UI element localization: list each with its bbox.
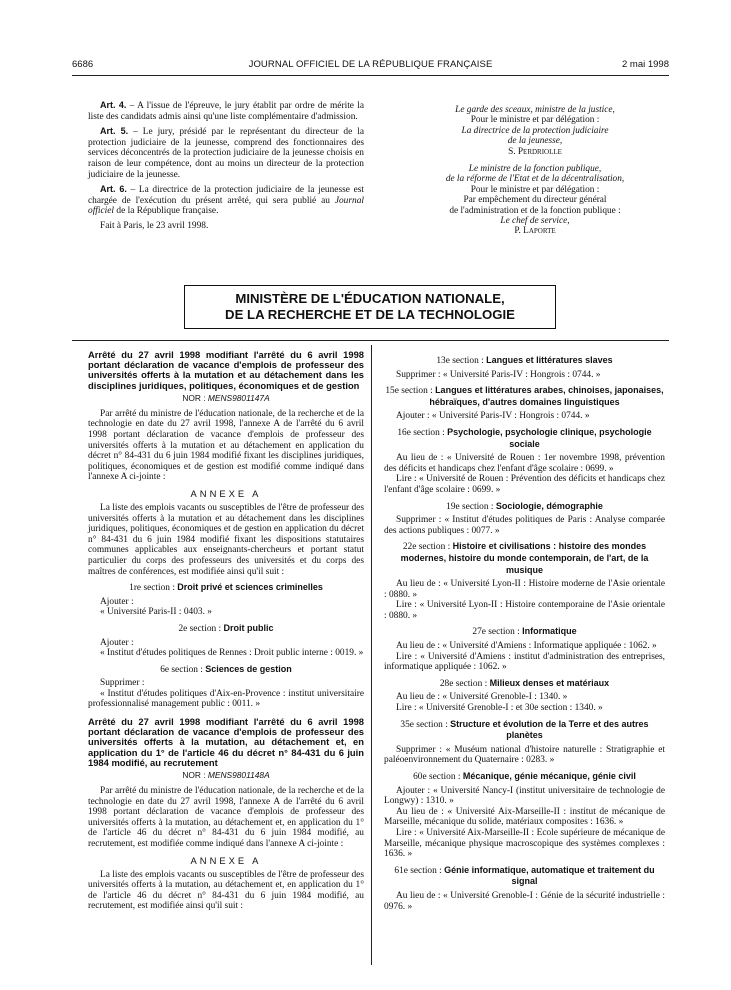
section-line: Lire : « Université d'Amiens : institut d'administration des entreprises, informatique appliquée : 1062. »	[384, 651, 665, 673]
section-line: Ajouter :	[100, 637, 134, 648]
section-divider	[72, 340, 669, 341]
section-line: Au lieu de : « Université Lyon-II : Histoire moderne de l'Asie orientale : 0880. »	[384, 579, 665, 600]
section-heading: 19e section : Sociologie, démographie	[446, 500, 603, 512]
signatures	[400, 105, 670, 237]
fait-a-paris: Fait à Paris, le 23 avril 1998.	[100, 220, 209, 231]
section-line: Au lieu de : « Université Grenoble-I : 1340. »	[396, 692, 568, 703]
article-4: Art. 4. – A l'issue de l'épreuve, le jury établit par ordre de mérite la liste des candidats admis ainsi qu'une liste complémentaire d'admission.	[88, 100, 364, 122]
section-line: Lire : « Université Lyon-II : Histoire contemporaine de l'Asie orientale : 0880. »	[384, 600, 665, 621]
section-line: Au lieu de : « Université de Rouen : 1er novembre 1998, prévention des déficits et handicaps chez l'enfant d'âge scolaire : 0699. »	[384, 453, 665, 474]
arrete-2-nor: NOR : MENS9801148A	[182, 770, 270, 781]
article-5: Art. 5. – Le jury, présidé par le représentant du directeur de la protection judiciaire de la jeunesse, comprend des fonctionnaires des services déconcentrés de la protection judiciaire de la jeunesse choisis en raison de leur compétence, dont au moins un directeur de la protection judiciaire de la jeunesse.	[88, 126, 364, 180]
left-column	[88, 350, 364, 912]
sig-role-2: de la jeunesse,	[507, 136, 563, 147]
ministry-line-2: DE LA RECHERCHE ET DE LA TECHNOLOGIE	[225, 307, 515, 322]
sig-impediment-2: de l'administration et de la fonction publique :	[449, 205, 621, 216]
arrete-2-title: Arrêté du 27 avril 1998 modifiant l'arrêté du 6 avril 1998 portant déclaration de vacance d'emplois de professeur des universités offerts à la mutation, au détachement et, en application du 1° de l'article 46 du décret n° 84-431 du 6 juin 1984 modifié, au recrutement	[88, 716, 364, 768]
sig-impediment: Par empêchement du directeur général	[463, 195, 607, 206]
section-heading: 15e section : Langues et littératures arabes, chinoises, japonaises, hébraïques, d'autres domaines linguistiques	[385, 385, 664, 407]
section-line: Lire : « Université Aix-Marseille-II : Ecole supérieure de mécanique de Marseille, mécanique physique macroscopique des systèmes complexes : 1636. »	[384, 827, 665, 860]
ministry-heading-box	[184, 285, 556, 329]
sig-name-perdriolle: S. Perdriolle	[508, 146, 562, 157]
column-rule	[371, 345, 372, 965]
sig-chef-service: Le chef de service,	[500, 216, 570, 227]
section-heading: 16e section : Psychologie, psychologie clinique, psychologie sociale	[397, 426, 652, 449]
arrete-2-annexe: ANNEXE A	[190, 854, 262, 866]
sig-minister-justice: Le garde des sceaux, ministre de la justice,	[455, 105, 615, 115]
justice-articles	[88, 100, 364, 232]
section-heading: 61e section : Génie informatique, automatique et traitement du signal	[394, 864, 655, 887]
section-line: Ajouter : « Université Paris-IV : Hongrois : 0744. »	[396, 411, 590, 422]
arrete-2-para-1: Par arrêté du ministre de l'éducation nationale, de la recherche et de la technologie en date du 27 avril 1998, l'annexe A de l'arrêté du 6 avril 1998 portant déclaration de vacance d'emplois de professeur des universités offerts à la mutation, au détachement et, en application du 1° de l'article 46 du décret n° 84-431 du 6 juin 1984 modifié, au recrutement, est modifiée comme indiqué dans l'annexe A ci-jointe :	[88, 786, 364, 850]
section-line: Au lieu de : « Université d'Amiens : Informatique appliquée : 1062. »	[396, 641, 657, 652]
sig-minister-fonction-2: de la réforme de l'Etat et de la décentralisation,	[445, 174, 625, 185]
sig-delegation-2: Pour le ministre et par délégation :	[470, 184, 600, 195]
sig-role: La directrice de la protection judiciaire	[461, 125, 609, 136]
section-line: Supprimer :	[100, 678, 145, 689]
sig-minister-fonction: Le ministre de la fonction publique,	[468, 164, 602, 175]
sig-delegation: Pour le ministre et par délégation :	[470, 115, 600, 126]
publication-date: 2 mai 1998	[621, 59, 669, 70]
section-heading: 6e section : Sciences de gestion	[160, 663, 292, 675]
section-heading: 35e section : Structure et évolution de la Terre et des autres planètes	[400, 718, 649, 741]
section-line: « Institut d'études politiques d'Aix-en-Provence : institut universitaire professionnalisé management public : 0011. »	[88, 688, 364, 710]
arrete-1-annexe: ANNEXE A	[190, 487, 262, 499]
sig-name-laporte: P. Laporte	[514, 226, 556, 237]
arrete-1-para-2: La liste des emplois vacants ou susceptibles de l'être de professeur des universités offerts à la mutation et au détachement dans les disciplines juridiques, politiques, économiques et de gestion en application du décret n° 84-431 du 6 juin 1984 modifié fixant les dispositions statutaires communes applicables aux enseignants-chercheurs et portant statut particulier du corps des professeurs des universités et du corps des maîtres de conférences, est modifiée ainsi qu'il suit :	[88, 502, 364, 577]
page-number: 6686	[72, 59, 94, 70]
section-heading: 27e section : Informatique	[472, 626, 577, 638]
section-line: Supprimer : « Institut d'études politiques de Paris : Analyse comparée des actions publiques : 0077. »	[384, 515, 665, 536]
section-heading: 22e section : Histoire et civilisations : histoire des mondes modernes, histoire du monde contemporain, de l'art, de la musique	[400, 541, 649, 575]
arrete-1-nor: NOR : MENS9801147A	[182, 392, 270, 403]
section-line: « Institut d'études politiques de Rennes : Droit public interne : 0019. »	[100, 648, 364, 659]
arrete-1-para-1: Par arrêté du ministre de l'éducation nationale, de la recherche et de la technologie en date du 27 avril 1998, l'annexe A de l'arrêté du 6 avril 1998 portant déclaration de vacance d'emplois de professeur des universités offerts à la mutation et au détachement en application du décret n° 84-431 du 6 juin 1984 modifié fixant les disciplines juridiques, politiques, économiques et de gestion est modifié comme indiqué dans l'annexe A ci-jointe :	[88, 408, 364, 483]
section-line: Supprimer : « Muséum national d'histoire naturelle : Stratigraphie et paléoenvironnement du Quaternaire : 0283. »	[384, 744, 665, 766]
section-heading: 28e section : Milieux denses et matériaux	[439, 677, 610, 689]
section-heading: 1re section : Droit privé et sciences criminelles	[129, 582, 323, 594]
section-line: Au lieu de : « Université Grenoble-I : Génie de la sécurité industrielle : 0976. »	[384, 890, 665, 912]
section-line: Supprimer : « Université Paris-IV : Hongrois : 0744. »	[396, 369, 601, 380]
section-line: Lire : « Université de Rouen : Prévention des déficits et handicaps chez l'enfant d'âge scolaire : 0699. »	[384, 474, 665, 495]
arrete-2-para-2: La liste des emplois vacants ou susceptibles de l'être de professeur des universités offerts à la mutation, au détachement et, en application du 1° de l'article 46 du décret n° 84-431 du 6 juin 1984 modifié, au recrutement, est modifiée ainsi qu'il suit :	[88, 869, 364, 912]
section-line: Lire : « Université Grenoble-I : et 30e section : 1340. »	[396, 703, 603, 714]
ministry-line-1: MINISTÈRE DE L'ÉDUCATION NATIONALE,	[235, 291, 505, 306]
arrete-1-title: Arrêté du 27 avril 1998 modifiant l'arrêté du 6 avril 1998 portant déclaration de vacance d'emplois de professeur des universités offerts à la mutation et au détachement dans les disciplines juridiques, politiques, économiques et de gestion	[88, 349, 364, 391]
section-heading: 60e section : Mécanique, génie mécanique, génie civil	[413, 771, 636, 782]
section-line: Ajouter :	[100, 596, 134, 607]
section-heading: 2e section : Droit public	[178, 622, 274, 634]
section-line: « Université Paris-II : 0403. »	[100, 607, 212, 618]
article-6: Art. 6. – La directrice de la protection judiciaire de la jeunesse est chargée de l'exécution du présent arrêté, qui sera publié au Journal officiel de la République française.	[88, 184, 364, 217]
section-line: Au lieu de : « Université Aix-Marseille-II : institut de mécanique de Marseille, mécanique du solide, matériaux composites : 1636. »	[384, 806, 665, 828]
section-line: Ajouter : « Université Nancy-I (institut universitaire de technologie de Longwy) : 1310. »	[384, 785, 665, 807]
section-heading: 13e section : Langues et littératures slaves	[436, 355, 613, 366]
journal-title: JOURNAL OFFICIEL DE LA RÉPUBLIQUE FRANÇAISE	[248, 59, 493, 70]
page-header	[72, 57, 669, 76]
right-column	[384, 350, 665, 912]
